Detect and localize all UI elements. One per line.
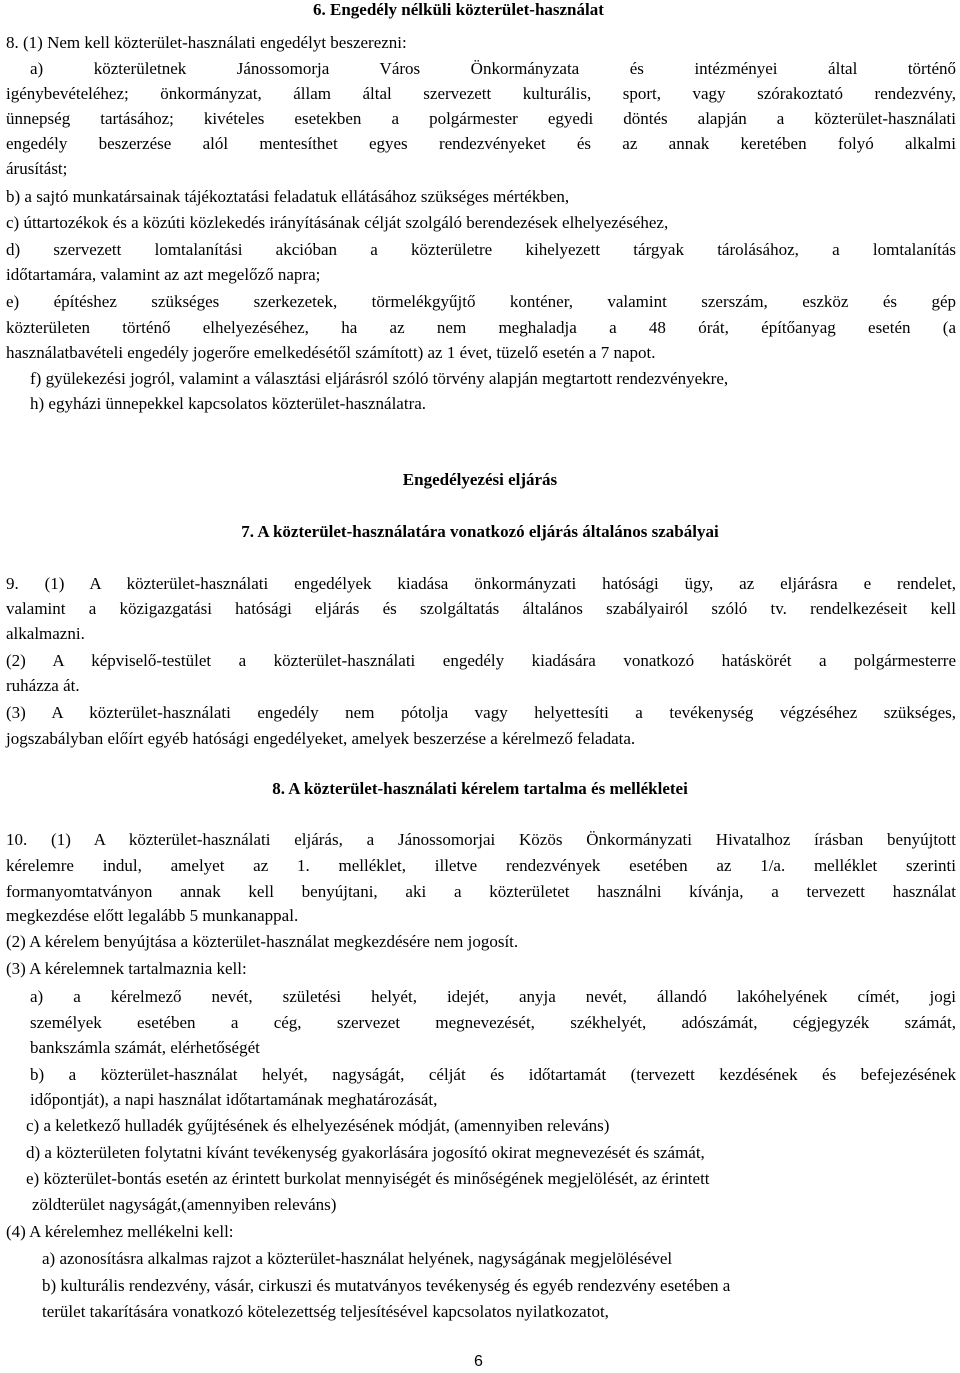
paragraph-8-d-line: d) szervezett lomtalanítási akcióban a közterületre kihelyezett tárgyak tárolásához, a lomtalanítás bbox=[6, 240, 956, 259]
paragraph-10-3-e-line: zöldterület nagyságát,(amennyiben releváns) bbox=[32, 1195, 337, 1214]
paragraph-9-2-line: (2) A képviselő-testület a közterület-használati engedély kiadására vonatkozó hatáskörét a polgármesterre bbox=[6, 651, 956, 670]
section-heading-8: 8. A közterület-használati kérelem tartalma és mellékletei bbox=[272, 779, 688, 798]
paragraph-10-1-line: kérelemre indul, amelyet az 1. melléklet, illetve rendezvények esetében az 1/a. melléklet szerinti bbox=[6, 856, 956, 875]
paragraph-8-e-line: használatbavételi engedély jogerőre emelkedésétől számított) az 1 évet, tüzelő esetén a 7 napot. bbox=[6, 343, 656, 362]
paragraph-10-4-b-line: b) kulturális rendezvény, vásár, cirkuszi és mutatványos tevékenység és egyéb rendezvény esetében a bbox=[42, 1276, 731, 1295]
paragraph-10-3-b-line: b) a közterület-használat helyét, nagyságát, célját és időtartamát (tervezett kezdésének és befejezésének bbox=[30, 1065, 956, 1084]
paragraph-8-a-line: árusítást; bbox=[6, 159, 68, 178]
paragraph-10-4-line: (4) A kérelemhez mellékelni kell: bbox=[6, 1222, 234, 1241]
paragraph-9-1-line: 9. (1) A közterület-használati engedélyek kiadása önkormányzati hatósági ügy, az eljárásra e rendelet, bbox=[6, 574, 956, 593]
paragraph-9-2-line: ruházza át. bbox=[6, 676, 80, 695]
paragraph-8-1-line: 8. (1) Nem kell közterület-használati engedélyt beszerezni: bbox=[6, 33, 407, 52]
paragraph-10-4-b-line: terület takarítására vonatkozó kötelezettség teljesítésével kapcsolatos nyilatkozatot, bbox=[42, 1302, 609, 1321]
page-number: 6 bbox=[474, 1353, 483, 1370]
paragraph-10-3-c-line: c) a keletkező hulladék gyűjtésének és elhelyezésének módját, (amennyiben releváns) bbox=[26, 1116, 610, 1135]
paragraph-10-3-b-line: időpontját), a napi használat időtartamának meghatározását, bbox=[30, 1090, 438, 1109]
paragraph-8-a-line: igénybevételéhez; önkormányzat, állam által szervezett kulturális, sport, vagy szórakoztató rendezvény, bbox=[6, 84, 956, 103]
paragraph-8-e-line: e) építéshez szükséges szerkezetek, törmelékgyűjtő konténer, valamint szerszám, eszköz és gép bbox=[6, 292, 956, 311]
paragraph-8-a-line: ünnepség tartásához; kivételes esetekben a polgármester egyedi döntés alapján a közterület-használati bbox=[6, 109, 956, 128]
paragraph-9-1-line: valamint a közigazgatási hatósági eljárás és szolgáltatás általános szabályairól szóló tv. rendelkezéseit kell bbox=[6, 599, 956, 618]
paragraph-8-c-line: c) úttartozékok és a közúti közlekedés irányításának célját szolgáló berendezések elhelyezéséhez, bbox=[6, 213, 669, 232]
paragraph-10-3-a-line: bankszámla számát, elérhetőségét bbox=[30, 1038, 260, 1057]
paragraph-8-a-line: a) közterületnek Jánossomorja Város Önkormányzata és intézményei által történő bbox=[30, 59, 956, 78]
paragraph-9-3-line: jogszabályban előírt egyéb hatósági engedélyeket, amelyek beszerzése a kérelmező feladata. bbox=[6, 729, 636, 748]
paragraph-8-e-line: közterületen történő elhelyezéséhez, ha az nem meghaladja a 48 órát, építőanyag esetén (a bbox=[6, 318, 956, 337]
section-heading-6: 6. Engedély nélküli közterület-használat bbox=[313, 0, 604, 19]
paragraph-8-b-line: b) a sajtó munkatársainak tájékoztatási feladatuk ellátásához szükséges mértékben, bbox=[6, 187, 570, 206]
paragraph-10-1-line: 10. (1) A közterület-használati eljárás, a Jánossomorjai Közös Önkormányzati Hivatalhoz írásban benyújtott bbox=[6, 830, 956, 849]
paragraph-8-f-line: f) gyülekezési jogról, valamint a választási eljárásról szóló törvény alapján megtartott rendezvényekre, bbox=[30, 369, 729, 388]
paragraph-10-3-d-line: d) a közterületen folytatni kívánt tevékenység gyakorlására jogosító okirat megnevezését és számát, bbox=[26, 1143, 705, 1162]
paragraph-10-3-a-line: a) a kérelmező nevét, születési helyét, idejét, anyja nevét, állandó lakóhelyének címét, jogi bbox=[30, 987, 956, 1006]
section-heading-7: 7. A közterület-használatára vonatkozó eljárás általános szabályai bbox=[241, 522, 719, 541]
paragraph-10-1-line: megkezdése előtt legalább 5 munkanappal. bbox=[6, 906, 299, 925]
paragraph-10-2-line: (2) A kérelem benyújtása a közterület-használat megkezdésére nem jogosít. bbox=[6, 932, 519, 951]
paragraph-8-a-line: engedély beszerzése alól mentesíthet egyes rendezvényeket és az annak keretében folyó alkalmi bbox=[6, 134, 956, 153]
paragraph-10-4-a-line: a) azonosításra alkalmas rajzot a közterület-használat helyének, nagyságának megjelölésével bbox=[42, 1249, 673, 1268]
paragraph-10-3-a-line: személyek esetében a cég, szervezet megnevezését, székhelyét, adószámát, cégjegyzék számát, bbox=[30, 1013, 956, 1032]
heading-engedelyezesi-eljaras: Engedélyezési eljárás bbox=[402, 470, 558, 489]
paragraph-9-1-line: alkalmazni. bbox=[6, 624, 85, 643]
paragraph-10-1-line: formanyomtatványon annak kell benyújtani, aki a közterületet használni kívánja, a tervezett használat bbox=[6, 882, 956, 901]
paragraph-8-d-line: időtartamára, valamint az azt megelőző napra; bbox=[6, 265, 321, 284]
paragraph-10-3-line: (3) A kérelemnek tartalmaznia kell: bbox=[6, 959, 247, 978]
paragraph-9-3-line: (3) A közterület-használati engedély nem pótolja vagy helyettesíti a tevékenység végzéséhez szükséges, bbox=[6, 703, 956, 722]
paragraph-10-3-e-line: e) közterület-bontás esetén az érintett burkolat mennyiségét és minőségének megjelölését, az érintett bbox=[26, 1169, 710, 1188]
paragraph-8-h-line: h) egyházi ünnepekkel kapcsolatos közterület-használatra. bbox=[30, 394, 427, 413]
